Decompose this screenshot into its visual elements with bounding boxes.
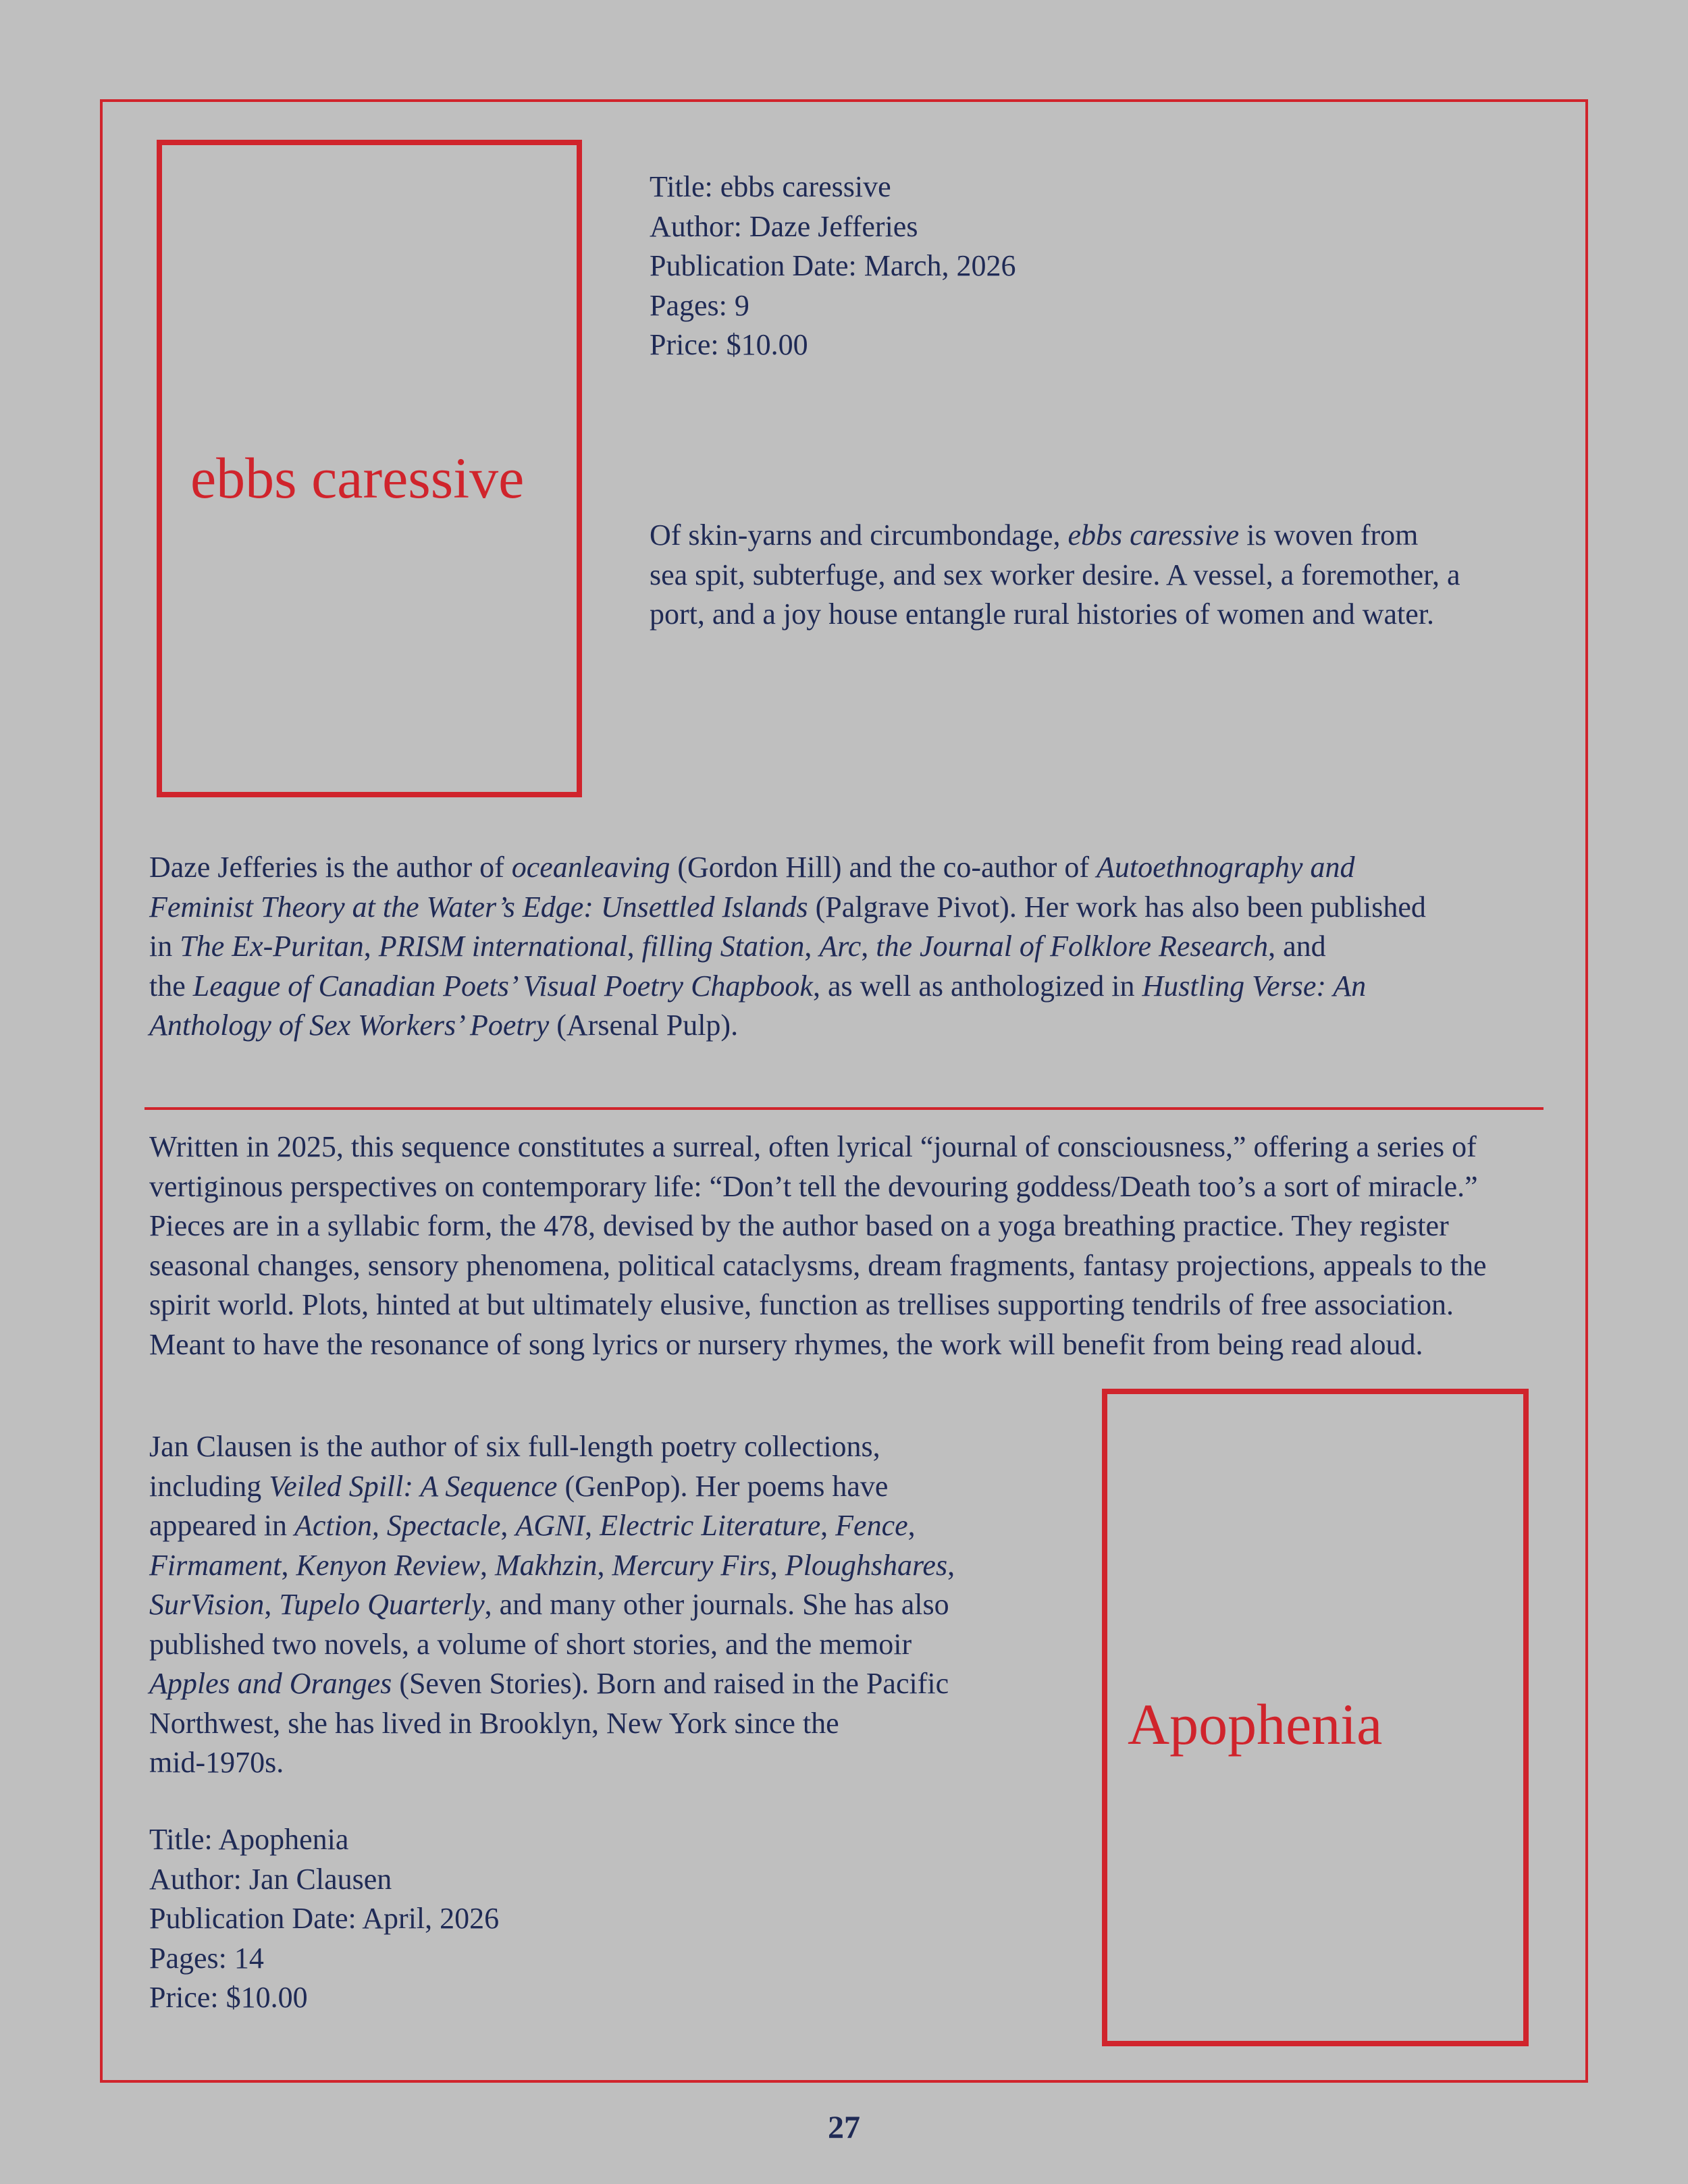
description-line: spirit world. Plots, hinted at but ultimately elusive, function as trellises supporting tendrils of free association. <box>149 1288 1454 1321</box>
book-metadata <box>149 1820 499 2018</box>
book-description <box>149 1127 1487 1364</box>
meta-title: Title: Apophenia <box>149 1823 349 1856</box>
bio-line: Anthology of Sex Workers’ Poetry (Arsenal Pulp). <box>149 1009 739 1042</box>
author-bio <box>149 848 1426 1046</box>
cover-title: ebbs caressive <box>190 446 525 510</box>
author-bio <box>149 1427 955 1783</box>
bio-line: including Veiled Spill: A Sequence (GenPop). Her poems have <box>149 1469 889 1503</box>
book-description <box>650 516 1460 635</box>
meta-pages: Pages: 14 <box>149 1941 264 1975</box>
bio-line: in The Ex-Puritan, PRISM international, filling Station, Arc, the Journal of Folklore Research, and <box>149 930 1326 963</box>
bio-line: mid-1970s. <box>149 1746 284 1779</box>
description-line: Of skin-yarns and circumbondage, ebbs caressive is woven from <box>650 518 1419 552</box>
description-line: Meant to have the resonance of song lyrics or nursery rhymes, the work will benefit from being read aloud. <box>149 1327 1423 1361</box>
meta-publication-date: Publication Date: April, 2026 <box>149 1902 500 1935</box>
bio-line: appeared in Action, Spectacle, AGNI, Electric Literature, Fence, <box>149 1509 916 1542</box>
meta-author: Author: Jan Clausen <box>149 1862 392 1896</box>
bio-line: published two novels, a volume of short stories, and the memoir <box>149 1627 912 1661</box>
meta-price: Price: $10.00 <box>149 1981 308 2014</box>
bio-line: Jan Clausen is the author of six full-length poetry collections, <box>149 1430 880 1463</box>
description-line: Pieces are in a syllabic form, the 478, devised by the author based on a yoga breathing practice. They register <box>149 1209 1449 1242</box>
bio-line: Northwest, she has lived in Brooklyn, New York since the <box>149 1706 839 1740</box>
description-line: port, and a joy house entangle rural histories of women and water. <box>650 597 1435 631</box>
meta-author: Author: Daze Jefferies <box>650 209 918 243</box>
bio-line: Firmament, Kenyon Review, Makhzin, Mercury Firs, Ploughshares, <box>149 1548 955 1582</box>
book-metadata <box>650 167 1016 365</box>
meta-title: Title: ebbs caressive <box>650 170 891 203</box>
page-number: 27 <box>828 2110 860 2146</box>
bio-line: Daze Jefferies is the author of oceanleaving (Gordon Hill) and the co-author of Autoethnography and <box>149 851 1355 884</box>
book-cover-apophenia <box>1102 1389 1529 2046</box>
bio-line: the League of Canadian Poets’ Visual Poetry Chapbook, as well as anthologized in Hustling Verse: An <box>149 969 1367 1003</box>
bio-line: Apples and Oranges (Seven Stories). Born and raised in the Pacific <box>149 1667 949 1700</box>
cover-title: Apophenia <box>1128 1692 1383 1757</box>
description-line: seasonal changes, sensory phenomena, political cataclysms, dream fragments, fantasy projections, appeals to the <box>149 1248 1487 1282</box>
description-line: vertiginous perspectives on contemporary life: “Don’t tell the devouring goddess/Death too’s a sort of miracle.” <box>149 1169 1478 1203</box>
meta-publication-date: Publication Date: March, 2026 <box>650 249 1016 282</box>
book-cover-ebbs-caressive <box>157 140 582 797</box>
section-divider <box>144 1107 1544 1110</box>
bio-line: SurVision, Tupelo Quarterly, and many other journals. She has also <box>149 1588 949 1621</box>
meta-price: Price: $10.00 <box>650 328 808 361</box>
meta-pages: Pages: 9 <box>650 288 749 322</box>
description-line: Written in 2025, this sequence constitutes a surreal, often lyrical “journal of consciousness,” offering a series of <box>149 1130 1477 1163</box>
bio-line: Feminist Theory at the Water’s Edge: Unsettled Islands (Palgrave Pivot). Her work has also been published <box>149 890 1426 924</box>
description-line: sea spit, subterfuge, and sex worker desire. A vessel, a foremother, a <box>650 558 1460 591</box>
